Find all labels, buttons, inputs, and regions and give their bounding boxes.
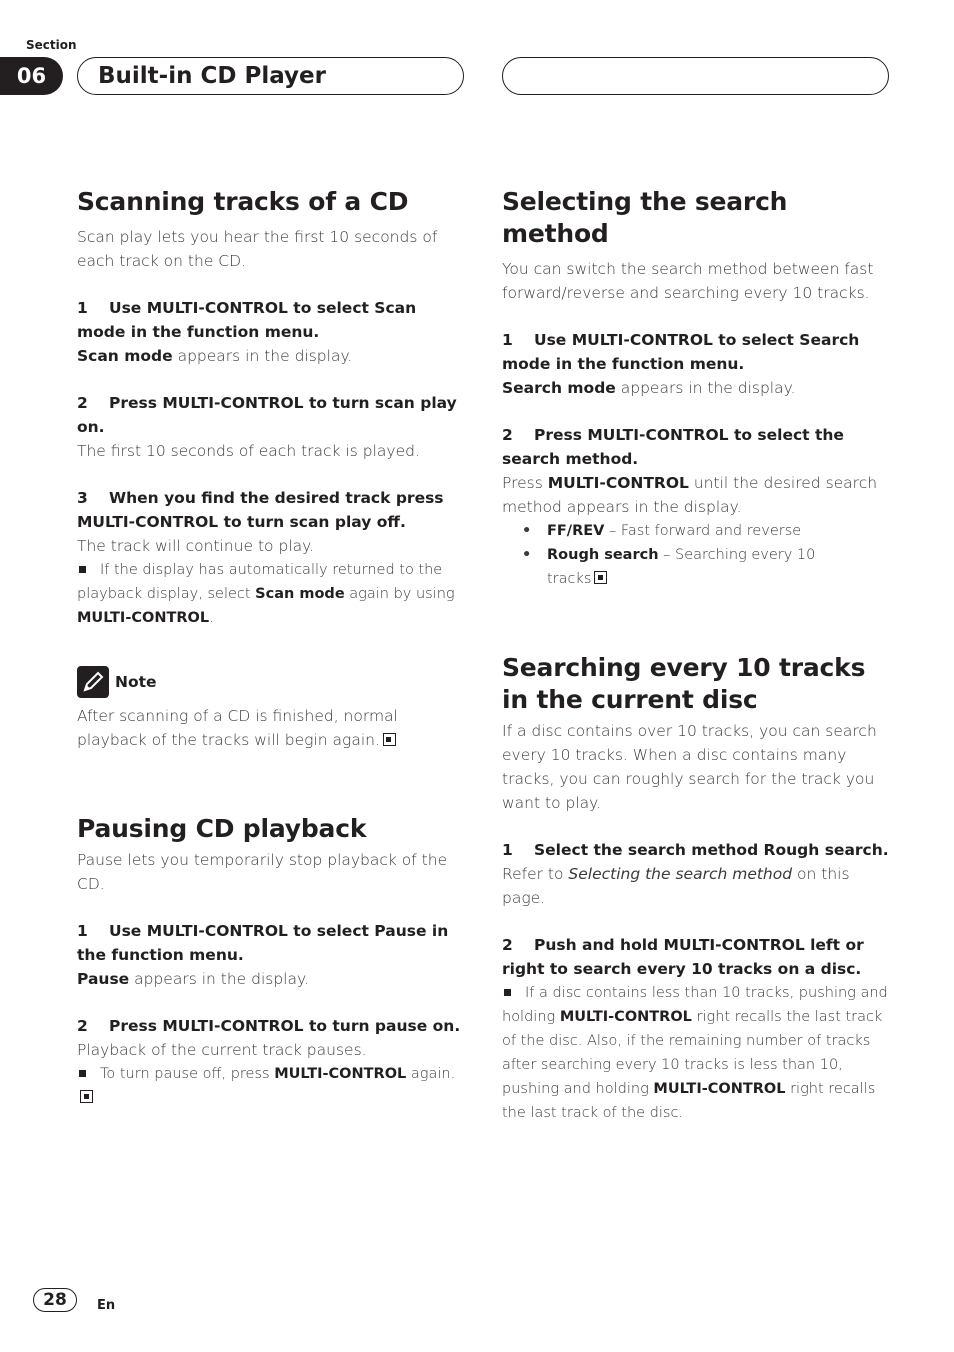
scanning-tip: If the display has automatically returned to the playback display, select Scan mode again by using MULTI-CONTROL. — [77, 562, 455, 626]
note-text: After scanning of a CD is finished, normal playback of the tracks will begin again. — [77, 707, 398, 749]
end-mark-icon — [594, 571, 607, 584]
step-number: 1 — [502, 331, 513, 349]
note-label: Note — [115, 673, 157, 691]
section-number-badge: 06 — [0, 57, 63, 95]
section-scanning — [77, 186, 467, 752]
square-bullet-icon — [79, 1070, 86, 1077]
scanning-intro: Scan play lets you hear the first 10 seconds of each track on the CD. — [77, 228, 438, 270]
step-text: Press MULTI-CONTROL to select the search method. — [502, 426, 844, 468]
scanning-step-3-result: The track will continue to play. — [77, 537, 314, 555]
scanning-step-1 — [77, 296, 467, 344]
pausing-step-1-result: Pause appears in the display. — [77, 970, 309, 988]
step-text: Use MULTI-CONTROL to select Scan mode in the function menu. — [77, 299, 417, 341]
step-text: Select the search method Rough search. — [534, 841, 889, 859]
page-number: 28 — [33, 1288, 77, 1312]
heading-search-method: Selecting the search method — [502, 187, 788, 248]
chapter-title: Built-in CD Player — [98, 63, 326, 89]
step-number: 1 — [77, 299, 88, 317]
section-search-method — [502, 186, 890, 591]
language-label: En — [97, 1298, 116, 1313]
heading-scanning: Scanning tracks of a CD — [77, 187, 409, 216]
pausing-tip: To turn pause off, press MULTI-CONTROL again. — [77, 1062, 467, 1110]
scanning-step-2-result: The first 10 seconds of each track is played. — [77, 442, 420, 460]
step-number: 1 — [502, 841, 513, 859]
step-number: 2 — [77, 394, 88, 412]
search-method-step-1-result: Search mode appears in the display. — [502, 379, 796, 397]
heading-pausing: Pausing CD playback — [77, 814, 367, 843]
section-pausing — [77, 813, 467, 1110]
step-text: Press MULTI-CONTROL to turn pause on. — [109, 1017, 461, 1035]
header-empty-box — [502, 57, 889, 95]
scanning-step-3 — [77, 486, 467, 534]
pausing-intro: Pause lets you temporarily stop playback of the CD. — [77, 851, 448, 893]
list-item: • Rough search – Searching every 10 tracks — [502, 543, 890, 591]
search-method-intro: You can switch the search method between fast forward/reverse and searching every 10 tracks. — [502, 260, 874, 302]
every-10-step-1-result: Refer to Selecting the search method on this page. — [502, 865, 850, 907]
search-method-step-2-result: Press MULTI-CONTROL until the desired search method appears in the display. — [502, 474, 878, 516]
step-text: When you find the desired track press MULTI-CONTROL to turn scan play off. — [77, 489, 444, 531]
step-number: 2 — [77, 1017, 88, 1035]
scanning-step-1-result: Scan mode appears in the display. — [77, 347, 353, 365]
every-10-tip: If a disc contains less than 10 tracks, pushing and holding MULTI-CONTROL right recalls the last track of the disc. Also, if the remaining number of tracks after searching every 10 tracks is less than 10, pushing and holding MULTI-CONTROL right recalls the last track of the disc. — [502, 985, 888, 1121]
every-10-step-2 — [502, 933, 892, 981]
step-text: Use MULTI-CONTROL to select Pause in the function menu. — [77, 922, 449, 964]
list-item: • FF/REV – Fast forward and reverse — [502, 519, 890, 543]
bullet-dot-icon: • — [522, 547, 532, 563]
note-header — [77, 666, 467, 698]
search-method-step-2 — [502, 423, 890, 471]
step-number: 2 — [502, 426, 513, 444]
step-text: Press MULTI-CONTROL to turn scan play on. — [77, 394, 457, 436]
step-text: Use MULTI-CONTROL to select Search mode in the function menu. — [502, 331, 860, 373]
heading-every-10: Searching every 10 tracks in the current disc — [502, 653, 866, 714]
pausing-step-2 — [77, 1014, 467, 1038]
square-bullet-icon — [79, 566, 86, 573]
step-number: 3 — [77, 489, 88, 507]
end-mark-icon — [80, 1090, 93, 1103]
every-10-intro: If a disc contains over 10 tracks, you can search every 10 tracks. When a disc contains many tracks, you can roughly search for the track you want to play. — [502, 722, 877, 812]
square-bullet-icon — [504, 989, 511, 996]
step-text: Push and hold MULTI-CONTROL left or right to search every 10 tracks on a disc. — [502, 936, 864, 978]
note-pencil-icon — [77, 666, 109, 698]
step-number: 1 — [77, 922, 88, 940]
chapter-title-box — [77, 57, 464, 95]
scanning-step-2 — [77, 391, 467, 439]
end-mark-icon — [383, 733, 396, 746]
bullet-dot-icon: • — [522, 523, 532, 539]
pausing-step-2-result: Playback of the current track pauses. — [77, 1041, 367, 1059]
pausing-step-1 — [77, 919, 467, 967]
step-number: 2 — [502, 936, 513, 954]
search-method-step-1 — [502, 328, 890, 376]
section-label: Section — [26, 38, 77, 52]
every-10-step-1 — [502, 838, 892, 862]
section-every-10 — [502, 652, 892, 1125]
